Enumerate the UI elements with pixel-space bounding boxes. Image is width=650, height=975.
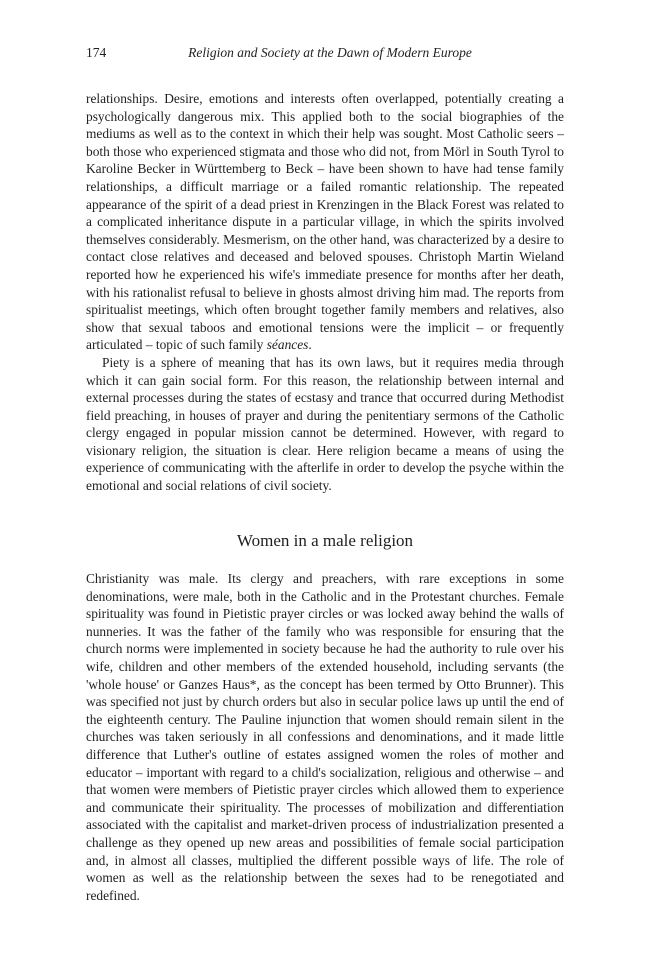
paragraph-1-italic-term: séances [266, 337, 309, 353]
body-text-bottom [86, 570, 564, 904]
running-head [86, 45, 564, 65]
section-heading: Women in a male religion [236, 531, 414, 550]
page-number: 174 [86, 45, 107, 60]
paragraph-1-end: . [308, 337, 312, 353]
body-text-top [86, 90, 564, 495]
paragraph-3: Christianity was male. Its clergy and preachers, with rare exceptions in some denominations, were male, both in the Catholic and in the Protestant churches. Female spirituality was found in Pietistic prayer circles or was locked away behind the walls of nunneries. It was the father of the family who was responsible for ensuring that the church norms were implemented in society because he had the authority to rule over his wife, children and other members of the extended household, including servants (the 'whole house' or Ganzes Haus*, as the concept has been termed by Otto Brunner). This was specified not just by church orders but also in secular police laws up until the end of the eighteenth century. The Pauline injunction that women should remain silent in the churches was taken seriously in all confessions and denominations, and it made little difference that Luther's outline of estates assigned women the roles of mother and educator – important with regard to a child's socialization, religious and otherwise – and that women were members of Pietistic prayer circles which allowed them to experience and communicate their spirituality. The processes of mobilization and differentiation associated with the capitalist and market-driven process of industrialization presented a challenge as they opened up new areas and possibilities of female social participation and, in almost all classes, multiplied the different possible ways of life. The role of women as well as the relationship between the sexes had to be renegotiated and redefined. [86, 571, 564, 903]
paragraph-1-text: relationships. Desire, emotions and interests often overlapped, potentially creating a psychologically dangerous mix. This applied both to the social biographies of the mediums as well as to the context in which their help was sought. Most Catholic seers – both those who experienced stigmata and those who did not, from Mörl in South Tyrol to Karoline Becker in Württemberg to Beck – have been shown to have had tense family relationships, a difficult marriage or a failed romantic relationship. The repeated appearance of the spirit of a dead priest in Krenzingen in the Black Forest was related to a complicated inheritance dispute in a particular village, in which the spirits involved themselves considerably. Mesmerism, on the other hand, was characterized by a desire to contact close relatives and deceased and beloved spouses. Christoph Martin Wieland reported how he experienced his wife's immediate presence for months after her death, with his rationalist refusal to believe in ghosts almost driving him mad. The reports from spiritualist meetings, which often brought together family members and relatives, also show that sexual taboos and emotional tensions were the implicit – or frequently articulated – topic of such family [86, 91, 564, 353]
running-head-title: Religion and Society at the Dawn of Modern Europe [188, 45, 472, 60]
paragraph-1 [86, 90, 564, 354]
paragraph-2: Piety is a sphere of meaning that has its own laws, but it requires media through which it can gain social form. For this reason, the relationship between internal and external processes during the states of ecstasy and trance that occurred during Methodist field preaching, in houses of prayer and during the penitentiary sermons of the Catholic clergy engaged in popular mission cannot be determined. However, with regard to visionary religion, the situation is clear. Here religion became a means of using the experience of communicating with the afterlife in order to develop the psyche within the emotional and social relations of civil society. [86, 354, 564, 494]
